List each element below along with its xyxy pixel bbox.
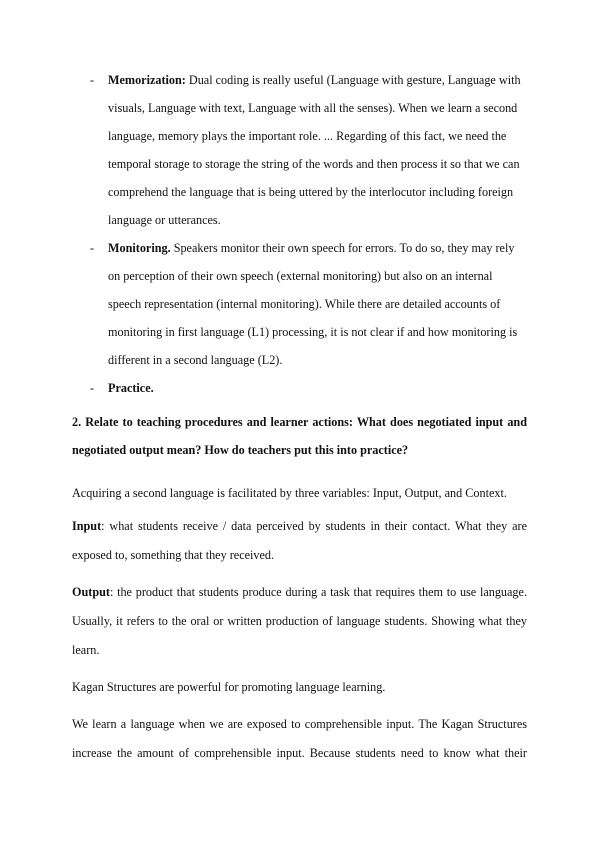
bullet-term: Practice. xyxy=(108,381,154,395)
bullet-text: Dual coding is really useful (Language with gesture, Language with visuals, Language with text, Language with all the senses). When we learn a second language, memory plays the important role. ... Regarding of this fact, we need the temporal storage to storage the string of the words and then process it so that we can comprehend the language that is being uttered by the interlocutor including foreign language or utterances. xyxy=(108,73,521,227)
paragraph-comprehensible-input: We learn a language when we are exposed to comprehensible input. The Kagan Structures increase the amount of comprehensible input. Because students need to know what their xyxy=(72,717,527,760)
bullet-dash: - xyxy=(90,241,95,255)
bullet-practice xyxy=(0,374,523,402)
output-definition: : the product that students produce during a task that requires them to use language. Usually, it refers to the oral or written production of language students. Showing what they learn. xyxy=(72,585,527,657)
bullet-term: Memorization: xyxy=(108,73,186,87)
paragraph-kagan: Kagan Structures are powerful for promoting language learning. xyxy=(72,680,386,694)
bullet-monitoring xyxy=(0,234,523,374)
paragraph-output xyxy=(72,578,527,665)
paragraph-variables: Acquiring a second language is facilitated by three variables: Input, Output, and Context. xyxy=(72,486,507,500)
input-definition: : what students receive / data perceived by students in their contact. What they are exposed to, something that they received. xyxy=(72,519,527,562)
bullet-memorization xyxy=(0,66,523,234)
bullet-dash: - xyxy=(90,73,95,87)
paragraph-input xyxy=(72,512,527,570)
section-heading: 2. Relate to teaching procedures and learner actions: What does negotiated input and negotiated output mean? How do teachers put this into practice? xyxy=(72,415,527,457)
bullet-term: Monitoring. xyxy=(108,241,171,255)
bullet-text: Speakers monitor their own speech for errors. To do so, they may rely on perception of their own speech (external monitoring) but also on an internal speech representation (internal monitoring). While there are detailed accounts of monitoring in first language (L1) processing, it is not clear if and how monitoring is different in a second language (L2). xyxy=(108,241,518,367)
bullet-list xyxy=(0,66,600,402)
bullet-dash: - xyxy=(90,381,95,395)
input-term: Input xyxy=(72,519,102,533)
output-term: Output xyxy=(72,585,110,599)
